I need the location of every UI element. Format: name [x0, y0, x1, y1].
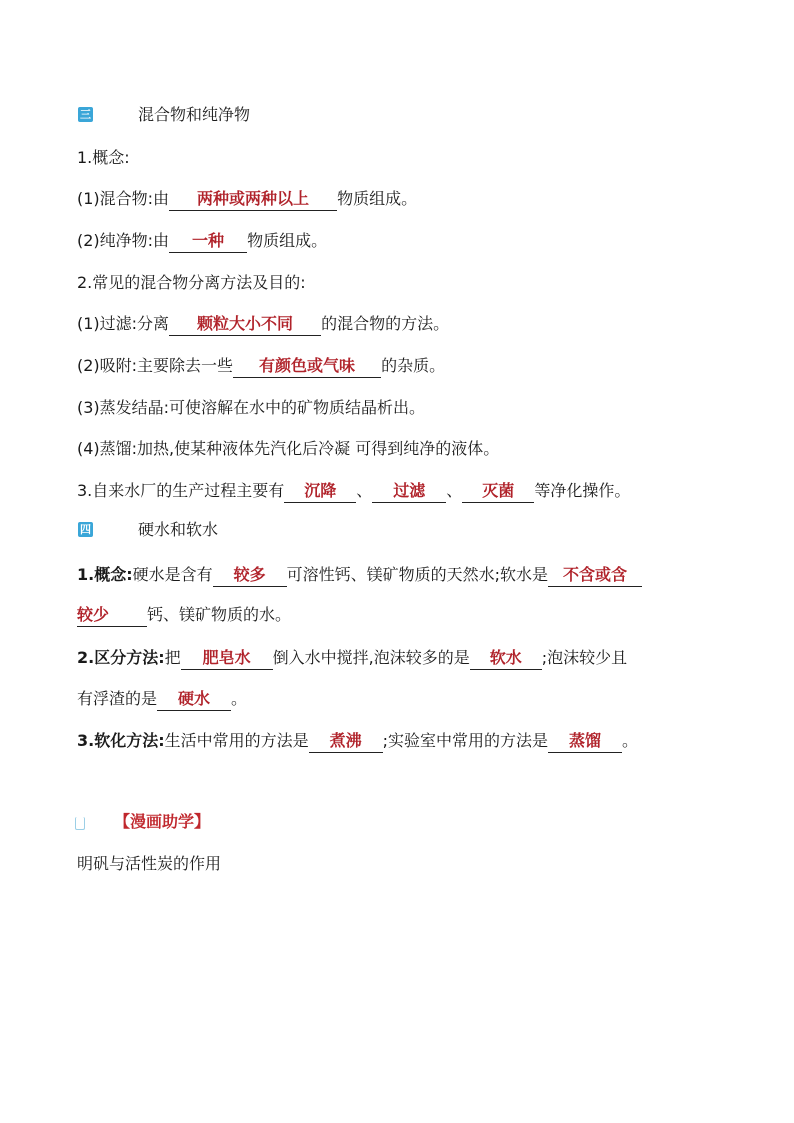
answer-blank: 煮沸: [309, 730, 383, 753]
answer-blank: 一种: [169, 230, 247, 253]
pure-line: (2)纯净物:由 一种 物质组成。: [77, 229, 734, 253]
answer-blank: 两种或两种以上: [169, 188, 337, 211]
mixture-line: (1)混合物:由 两种或两种以上 物质组成。: [77, 187, 734, 211]
water-plant-line: 3.自来水厂的生产过程主要有 沉降 、 过滤 、 灭菌 等净化操作。: [77, 479, 734, 503]
answer-blank: 过滤: [372, 480, 446, 503]
filter-line: (1)过滤:分离 颗粒大小不同 的混合物的方法。: [77, 312, 734, 336]
distinguish-line: 2.区分方法:把 肥皂水 倒入水中搅拌,泡沫较多的是 软水 ;泡沫较少且: [77, 646, 734, 670]
answer-blank: 灭菌: [462, 480, 534, 503]
answer-blank: 较少: [77, 604, 147, 627]
answer-blank: 蒸馏: [548, 730, 622, 753]
section-title: 硬水和软水: [138, 520, 219, 539]
distinguish-line-2: 有浮渣的是 硬水 。: [77, 687, 734, 711]
section-title: 混合物和纯净物: [138, 105, 251, 124]
comic-subtitle: 明矾与活性炭的作用: [77, 854, 222, 873]
soften-line: 3.软化方法:生活中常用的方法是 煮沸 ;实验室中常用的方法是 蒸馏 。: [77, 729, 734, 753]
answer-blank: 较多: [213, 564, 287, 587]
hard-soft-concept-line-2: 较少 钙、镁矿物质的水。: [77, 603, 734, 627]
comic-title: 【漫画助学】: [114, 812, 211, 831]
section-number-icon: 三: [80, 108, 91, 121]
answer-blank: 沉降: [284, 480, 356, 503]
evaporation-line: (3)蒸发结晶:可使溶解在水中的矿物质结晶析出。: [77, 398, 426, 417]
methods-label: 2.常见的混合物分离方法及目的:: [77, 273, 306, 292]
answer-blank: 肥皂水: [181, 647, 273, 670]
answer-blank: 有颜色或气味: [233, 355, 381, 378]
distill-line: (4)蒸馏:加热,使某种液体先汽化后冷凝 可得到纯净的液体。: [77, 439, 500, 458]
section-number-icon: 四: [80, 523, 91, 536]
concept-label: 1.概念:: [77, 148, 130, 167]
bookmark-icon: [75, 817, 85, 830]
hard-soft-concept-line: 1.概念:硬水是含有 较多 可溶性钙、镁矿物质的天然水;软水是 不含或含: [77, 563, 734, 587]
adsorb-line: (2)吸附:主要除去一些 有颜色或气味 的杂质。: [77, 354, 734, 378]
answer-blank: 软水: [470, 647, 542, 670]
answer-blank: 硬水: [157, 688, 231, 711]
answer-blank: 不含或含: [548, 564, 642, 587]
answer-blank: 颗粒大小不同: [169, 313, 321, 336]
